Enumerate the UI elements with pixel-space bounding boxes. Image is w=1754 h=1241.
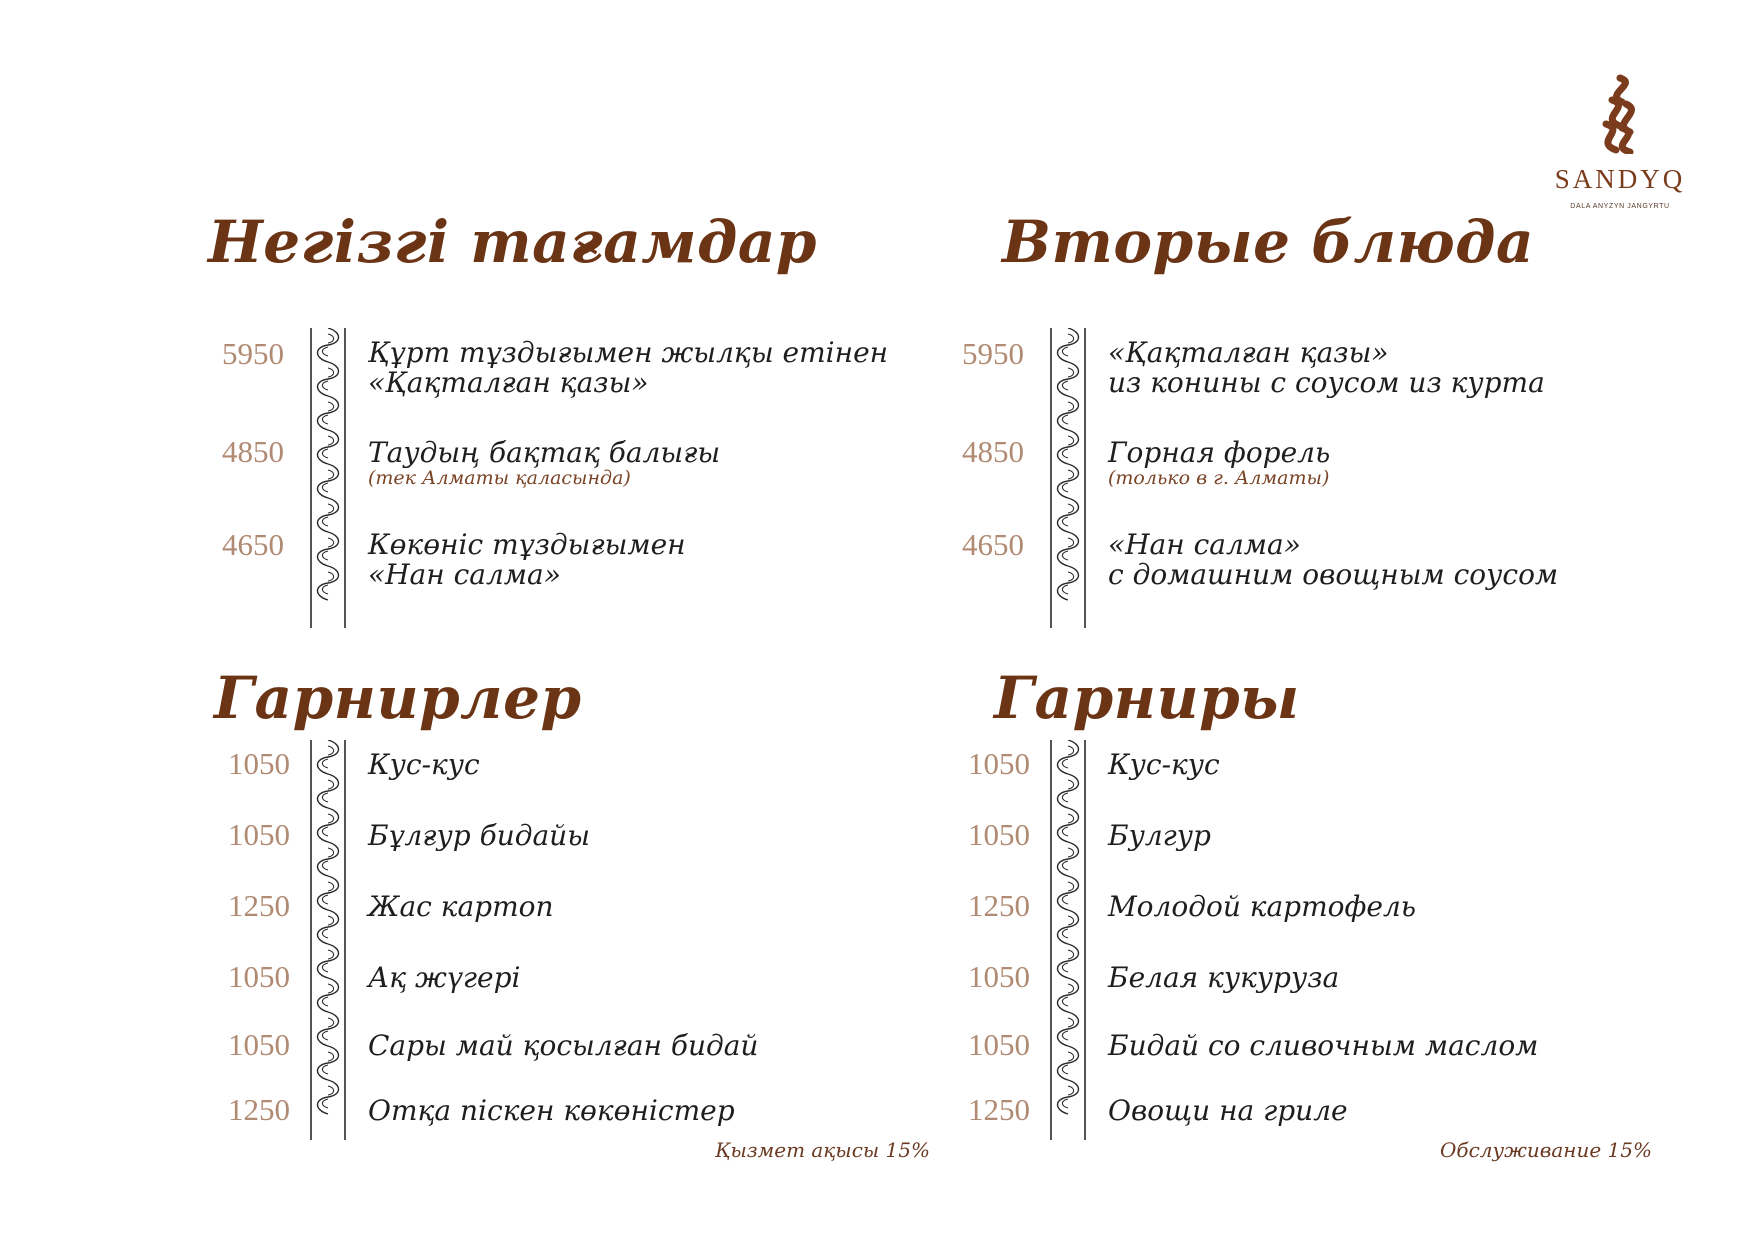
kz-main-heading: Негізгі тағамдар — [208, 208, 817, 276]
ru-main-item-2 — [1108, 438, 1330, 488]
kz-side-price-1: 1050 — [228, 746, 290, 781]
ru-side-price-1: 1050 — [968, 746, 1030, 781]
logo-emblem-icon — [1590, 74, 1650, 154]
ru-side-price-4: 1050 — [968, 959, 1030, 994]
kz-side-price-3: 1250 — [228, 888, 290, 923]
ornament-border-ru-sides — [1048, 740, 1088, 1140]
scroll-ornament-icon — [308, 740, 348, 1140]
ru-main-item-1 — [1108, 338, 1545, 398]
item-name: Құрт тұздығымен жылқы етінен — [368, 336, 889, 369]
ru-side-item-5: Бидай со сливочным маслом — [1108, 1029, 1539, 1062]
kz-main-item-3 — [368, 530, 686, 590]
ru-side-price-3: 1250 — [968, 888, 1030, 923]
scroll-ornament-icon — [308, 328, 348, 628]
ru-side-item-2: Булгур — [1108, 819, 1211, 852]
item-name: Көкөніс тұздығымен — [368, 528, 686, 561]
ru-side-item-3: Молодой картофель — [1108, 890, 1417, 923]
kz-side-price-2: 1050 — [228, 817, 290, 852]
ru-service-charge: Обслуживание 15% — [1439, 1138, 1652, 1162]
ru-main-price-1: 5950 — [962, 336, 1024, 371]
ru-main-price-2: 4850 — [962, 434, 1024, 469]
ru-side-item-1: Кус-кус — [1108, 748, 1220, 781]
item-name-line2: с домашним овощным соусом — [1108, 558, 1559, 591]
kz-side-price-6: 1250 — [228, 1092, 290, 1127]
ru-main-item-3 — [1108, 530, 1558, 590]
kz-side-item-4: Ақ жүгері — [368, 961, 521, 994]
kz-main-price-3: 4650 — [222, 527, 284, 562]
ru-side-price-6: 1250 — [968, 1092, 1030, 1127]
item-name-line2: «Нан салма» — [368, 558, 561, 591]
item-note: (тек Алматы қаласында) — [368, 467, 631, 489]
item-name-line2: «Қақталған қазы» — [368, 366, 649, 399]
ornament-border-ru-main — [1048, 328, 1088, 628]
kz-side-item-3: Жас картоп — [368, 890, 554, 923]
kz-main-price-2: 4850 — [222, 434, 284, 469]
brand-name: SANDYQ — [1554, 164, 1686, 194]
kz-sides-heading: Гарнирлер — [214, 664, 582, 732]
ru-main-heading: Вторые блюда — [1002, 208, 1535, 276]
item-name: Таудың бақтақ балығы — [368, 436, 721, 469]
kz-main-item-2 — [368, 438, 720, 488]
item-name: Горная форель — [1108, 436, 1331, 469]
scroll-ornament-icon — [1048, 740, 1088, 1140]
item-note: (только в г. Алматы) — [1108, 467, 1330, 489]
ornament-border-kz-main — [308, 328, 348, 628]
kz-side-item-6: Отқа піскен көкөністер — [368, 1094, 735, 1127]
brand-tagline: DALA ANYZYN JANGYRTU — [1570, 203, 1670, 210]
ru-sides-heading: Гарниры — [994, 664, 1300, 732]
ru-main-price-3: 4650 — [962, 527, 1024, 562]
kz-side-item-2: Бұлғур бидайы — [368, 819, 591, 852]
ru-side-price-5: 1050 — [968, 1027, 1030, 1062]
ornament-border-kz-sides — [308, 740, 348, 1140]
scroll-ornament-icon — [1048, 328, 1088, 628]
item-name: «Нан салма» — [1108, 528, 1301, 561]
ru-side-item-6: Овощи на гриле — [1108, 1094, 1348, 1127]
kz-side-item-5: Сары май қосылған бидай — [368, 1029, 759, 1062]
kz-main-item-1 — [368, 338, 888, 398]
kz-service-charge: Қызмет ақысы 15% — [714, 1138, 930, 1162]
kz-main-price-1: 5950 — [222, 336, 284, 371]
item-name: «Қақталған қазы» — [1108, 336, 1389, 369]
kz-side-item-1: Кус-кус — [368, 748, 480, 781]
ru-side-item-4: Белая кукуруза — [1108, 961, 1340, 994]
item-name-line2: из конины с соусом из курта — [1108, 366, 1545, 399]
ru-side-price-2: 1050 — [968, 817, 1030, 852]
kz-side-price-4: 1050 — [228, 959, 290, 994]
kz-side-price-5: 1050 — [228, 1027, 290, 1062]
